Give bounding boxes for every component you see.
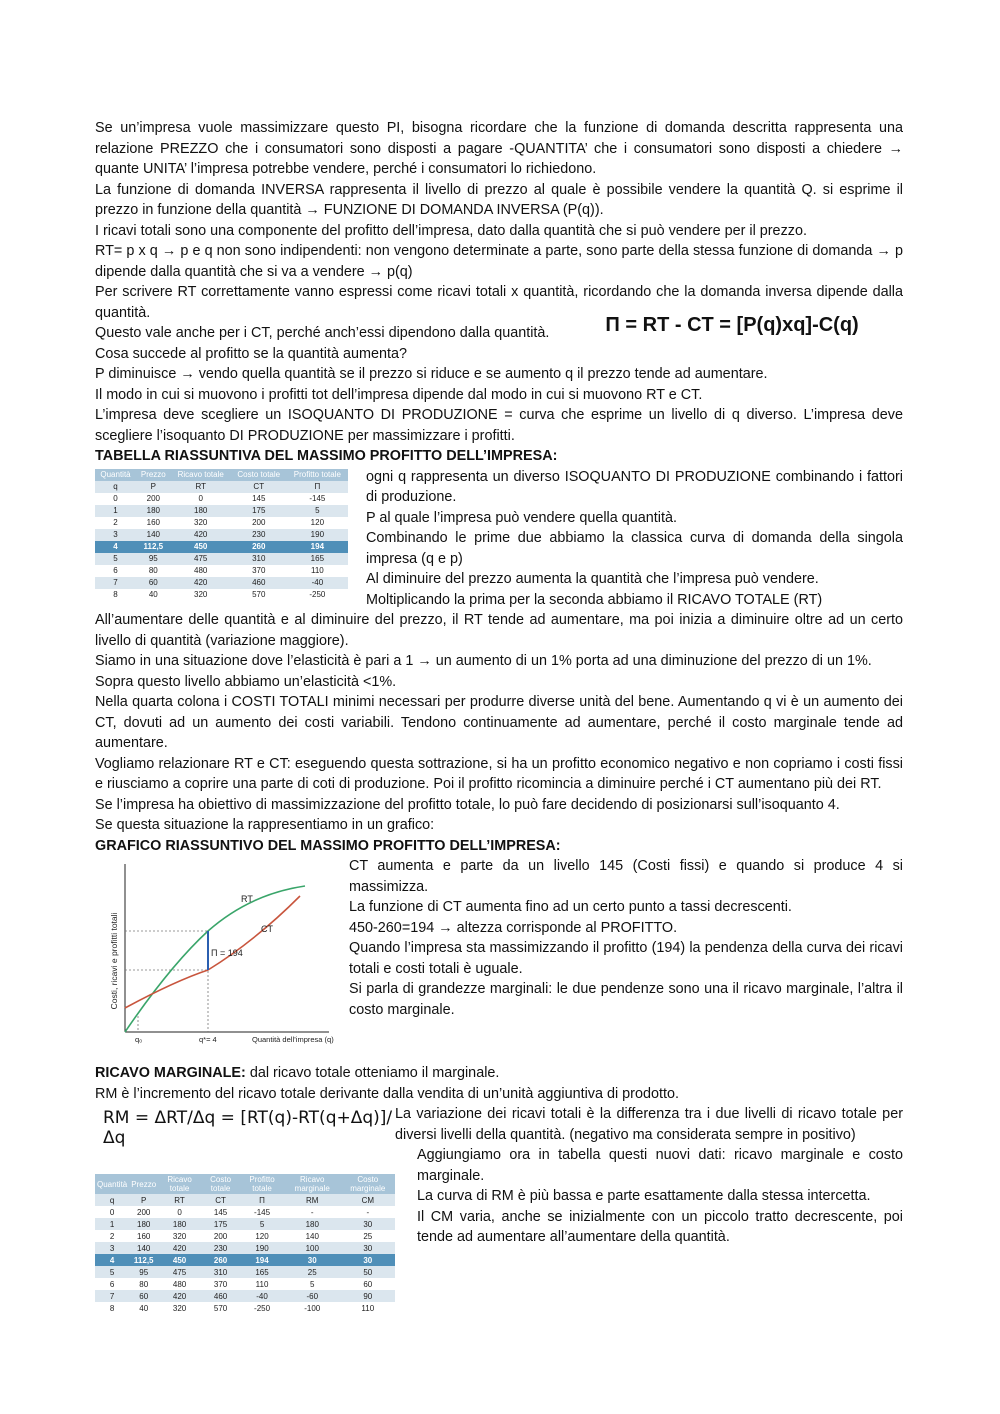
rm-side-indented	[395, 1145, 903, 1248]
table-cell: 145	[213, 1207, 228, 1217]
table-symbol-cell: Π	[287, 481, 348, 493]
table-cell: 1	[95, 1218, 129, 1230]
paragraph: Moltiplicando la prima per la seconda abbiamo il RICAVO TOTALE (RT)	[366, 591, 823, 608]
paragraph: All’aumentare delle quantità e al diminuire del prezzo, il RT tende ad aumentare, ma poi inizia a diminuire oltre ad un certo livello di quantità (variazione maggiore).	[95, 612, 903, 649]
table-cell: 260	[201, 1254, 240, 1266]
paragraph: Nella quarta colona i COSTI TOTALI minimi necessari per produrre diverse unità del bene. Aumentando q vi è un aumento dei CT, dovuti ad un aumento dei costi variabili. Tendono continuamente ad aumentare, perché il costo marginale tende ad aumentare.	[95, 694, 903, 751]
table-cell: 80	[148, 566, 158, 575]
table-row	[95, 1206, 395, 1218]
table-cell: 5	[310, 1279, 315, 1289]
table-cell: 230	[201, 1242, 240, 1254]
table-cell: 6	[109, 1279, 115, 1289]
table-cell: 450	[158, 1254, 201, 1266]
document-page	[95, 118, 903, 1314]
table-cell: 25	[284, 1266, 341, 1278]
table-symbol-cell: q	[95, 1194, 129, 1206]
table-cell: 420	[171, 577, 231, 589]
table-cell: 475	[171, 553, 231, 565]
table-cell: 4	[95, 541, 136, 553]
rt-label: RT	[241, 894, 253, 904]
table-cell: 180	[284, 1218, 341, 1230]
table-row	[95, 553, 348, 565]
table-cell: 190	[287, 529, 348, 541]
table-cell: 460	[231, 577, 287, 589]
table-cell: -	[366, 1207, 370, 1217]
marginal-table	[95, 1174, 395, 1314]
paragraph: Il modo in cui si muovono i profitti tot dell’impresa dipende dal modo in cui si muovono RT e CT.	[95, 386, 703, 403]
paragraph: ogni q rappresenta un diverso ISOQUANTO DI PRODUZIONE combinando i fattori di produzione.	[366, 468, 903, 505]
table-cell: 40	[148, 590, 158, 599]
table-cell: 310	[231, 553, 287, 565]
paragraph: Se l’impresa ha obiettivo di massimizzazione del profitto totale, lo può fare decidendo di posizionarsi sull’isoquanto 4.	[95, 796, 840, 813]
table-cell: 5	[95, 553, 136, 565]
table-symbol-cell: CM	[341, 1194, 395, 1206]
table-cell: 90	[341, 1290, 395, 1302]
table-header-cell: Costo totale	[231, 469, 287, 481]
table-header-cell: Costo marginale	[341, 1174, 395, 1194]
table-symbol-cell: Π	[240, 1194, 284, 1206]
table-cell: 475	[158, 1266, 201, 1278]
table-cell: 110	[361, 1303, 375, 1313]
paragraph: Vogliamo relazionare RT e CT: eseguendo questa sottrazione, si ha un profitto economico negativo e non copriamo i costi fissi e riusciamo a coprire una parte di coti di produzione. Poi il profitto ricomincia a diminuire perché i CT aumentano più dei RT.	[95, 755, 903, 792]
table-cell: 6	[113, 566, 118, 575]
table-header-cell: Ricavo totale	[171, 469, 231, 481]
table-cell: 1	[95, 505, 136, 517]
table-cell: 194	[287, 541, 348, 553]
table-cell: 180	[158, 1218, 201, 1230]
profit-formula: Π = RT - CT = [P(q)xq]-C(q)	[605, 314, 859, 336]
rm-side-text	[395, 1104, 903, 1314]
table-cell: -250	[309, 590, 326, 599]
table-row	[95, 1266, 395, 1278]
table-row	[95, 1302, 395, 1314]
table-cell: 460	[201, 1290, 240, 1302]
table-cell: 112,5	[129, 1254, 158, 1266]
table-cell: 140	[129, 1242, 158, 1254]
table-header-cell: Ricavo totale	[158, 1174, 201, 1194]
table-cell: 370	[252, 566, 266, 575]
rm-section	[95, 1063, 903, 1104]
table-cell: 7	[95, 1290, 129, 1302]
table-cell: 140	[305, 1231, 319, 1241]
section-heading: GRAFICO RIASSUNTIVO DEL MASSIMO PROFITTO DELL’IMPRESA:	[95, 837, 561, 854]
table-cell: 190	[240, 1242, 284, 1254]
table-row	[95, 1290, 395, 1302]
table-row	[95, 1254, 395, 1266]
table-header-cell: Quantità	[95, 1174, 129, 1194]
table-cell: 175	[201, 1218, 240, 1230]
table-header-cell: Prezzo	[129, 1174, 158, 1194]
table-cell: 260	[231, 541, 287, 553]
table-cell: 0	[177, 1207, 182, 1217]
table-cell: -40	[287, 577, 348, 589]
table-cell: 450	[171, 541, 231, 553]
table-cell: -250	[254, 1303, 271, 1313]
table-cell: 5	[287, 505, 348, 517]
table-cell: 145	[252, 494, 266, 503]
table-cell: 8	[109, 1303, 115, 1313]
table-cell: 160	[146, 518, 160, 527]
table-cell: 165	[240, 1266, 284, 1278]
table-cell: 180	[136, 505, 171, 517]
table-cell: 95	[136, 553, 171, 565]
tick-q0: q₀	[135, 1035, 143, 1044]
table-cell: -100	[304, 1303, 321, 1313]
paragraph: La funzione di CT aumenta fino ad un certo punto a tassi decrescenti.	[349, 899, 792, 915]
paragraph: Il CM varia, anche se inizialmente con un piccolo tratto decrescente, poi tende ad aumentare all’aumentare della quantità.	[417, 1208, 903, 1245]
paragraph: Si parla di grandezze marginali: le due pendenze sono una il ricavo marginale, l’altra il costo marginale.	[349, 981, 903, 1018]
table-cell: -145	[309, 494, 326, 503]
table-row	[95, 589, 348, 601]
paragraph-with-formula	[95, 314, 903, 344]
table-cell: 30	[341, 1242, 395, 1254]
paragraph: L’impresa deve scegliere un ISOQUANTO DI PRODUZIONE = curva che esprime un livello di q diverso. L’impresa deve scegliere l’isoquanto DI PRODUZIONE per massimizzare i profitti.	[95, 407, 903, 444]
paragraph: RT= p x q → p e q non sono indipendenti: non vengono determinate a parte, sono parte della stessa funzione di domanda → p dipende dalla quantità che si va a vendere → p(q)	[95, 243, 903, 280]
table-cell: 5	[240, 1218, 284, 1230]
table-cell: 110	[310, 566, 324, 575]
table-cell: 310	[201, 1266, 240, 1278]
table-cell: 420	[158, 1290, 201, 1302]
table-row	[95, 1218, 395, 1230]
rm-table-section	[95, 1104, 903, 1314]
table-cell: 194	[240, 1254, 284, 1266]
paragraph: Questo vale anche per i CT, perché anch’essi dipendono dalla quantità.	[95, 325, 550, 341]
table-cell: 570	[252, 590, 266, 599]
table-cell: 2	[113, 518, 118, 527]
table-cell: 200	[137, 1207, 151, 1217]
table-cell: 320	[194, 518, 208, 527]
table-cell: 60	[129, 1290, 158, 1302]
table-cell: 0	[109, 1207, 115, 1217]
table-cell: 80	[139, 1279, 149, 1289]
ct-label: CT	[261, 924, 273, 934]
graph-x-label: Quantità dell’impresa (q)	[252, 1035, 334, 1044]
profit-graph	[95, 856, 335, 1051]
table-cell: 7	[95, 577, 136, 589]
paragraph: Sopra questo livello abbiamo un’elasticità <1%.	[95, 673, 397, 690]
paragraph: P al quale l’impresa può vendere quella quantità.	[366, 509, 677, 526]
table-cell: 480	[194, 566, 208, 575]
table-symbol-cell: P	[136, 481, 171, 493]
table-header-cell: Profitto totale	[240, 1174, 284, 1194]
table-cell: 120	[310, 518, 325, 527]
table-cell: 180	[129, 1218, 158, 1230]
rm-formula: RM = ΔRT/Δq = [RT(q)-RT(q+Δq)]/Δq	[103, 1108, 393, 1148]
table-cell: 2	[109, 1231, 115, 1241]
table-cell: 50	[341, 1266, 395, 1278]
table-cell: 4	[95, 1254, 129, 1266]
table-cell: 320	[172, 1303, 187, 1313]
table-cell: 95	[129, 1266, 158, 1278]
table-section	[95, 467, 903, 611]
rm-heading-bold: RICAVO MARGINALE:	[95, 1065, 246, 1081]
table-symbol-cell: P	[129, 1194, 158, 1206]
table-row	[95, 1278, 395, 1290]
rm-image	[95, 1104, 395, 1314]
table-cell: 200	[213, 1231, 228, 1241]
table-row	[95, 493, 348, 505]
table-cell: 370	[213, 1279, 228, 1289]
table-row	[95, 505, 348, 517]
paragraph: Combinando le prime due abbiamo la classica curva di domanda della singola impresa (q e p)	[366, 530, 903, 567]
table-row	[95, 529, 348, 541]
paragraph: Siamo in una situazione dove l’elasticità è pari a 1 → un aumento di un 1% porta ad una diminuzione del prezzo di un 1%.	[95, 653, 872, 669]
table-cell: 180	[171, 505, 231, 517]
table-cell: 320	[172, 1231, 187, 1241]
table-cell: 200	[252, 518, 266, 527]
paragraph: Per scrivere RT correttamente vanno espressi come ricavi totali x quantità, ricordando che la domanda inversa dipende dalla quantità.	[95, 284, 903, 321]
table-cell: 570	[213, 1303, 228, 1313]
table-cell: 30	[341, 1254, 395, 1266]
table-side-text	[366, 467, 903, 611]
table-cell: 480	[172, 1279, 187, 1289]
paragraph: Quando l’impresa sta massimizzando il profitto (194) la pendenza della curva dei ricavi totali e costi totali è uguale.	[349, 940, 903, 977]
paragraph: Se questa situazione la rappresentiamo in un grafico:	[95, 817, 435, 833]
table-symbol-cell: q	[95, 481, 136, 493]
table-row	[95, 541, 348, 553]
paragraph: I ricavi totali sono una componente del profitto dell’impresa, dato dalla quantità che si può vendere per il prezzo.	[95, 222, 807, 239]
table-cell: 140	[136, 529, 171, 541]
paragraph: RM è l’incremento del ricavo totale derivante dalla vendita di un’unità aggiuntiva di prodotto.	[95, 1085, 679, 1102]
table-header-cell: Prezzo	[136, 469, 171, 481]
table-cell: 160	[137, 1231, 151, 1241]
paragraph: Al diminuire del prezzo aumenta la quantità che l’impresa può vendere.	[366, 571, 819, 587]
rm-heading-rest: dal ricavo totale otteniamo il marginale.	[245, 1065, 500, 1081]
paragraph: CT aumenta e parte da un livello 145 (Costi fissi) e quando si produce 4 si massimizza.	[349, 858, 903, 895]
intro-section	[95, 118, 903, 467]
table-cell: 30	[284, 1254, 341, 1266]
table-header-cell: Quantità	[95, 469, 136, 481]
table-cell: 200	[146, 494, 160, 503]
paragraph: Cosa succede al profitto se la quantità aumenta?	[95, 345, 407, 362]
paragraph: Se un’impresa vuole massimizzare questo PI, bisogna ricordare che la funzione di domanda descritta rappresenta una relazione PREZZO che i consumatori sono disposti a pagare -QUANTITA’ che i consumatori sono disposti a chiedere → quante UNITA’ l’impresa potrebbe vendere, perché i consumatori lo richiedono.	[95, 120, 903, 177]
table-cell: 100	[284, 1242, 341, 1254]
profit-table-image	[95, 467, 350, 611]
rm-heading	[95, 1063, 903, 1084]
profit-table	[95, 469, 348, 601]
profit-label: Π = 194	[211, 948, 243, 958]
table-cell: 420	[158, 1242, 201, 1254]
table-symbol-cell: RM	[284, 1194, 341, 1206]
table-cell: 3	[95, 1242, 129, 1254]
section-heading: TABELLA RIASSUNTIVA DEL MASSIMO PROFITTO DELL’IMPRESA:	[95, 448, 558, 464]
table-cell: 3	[95, 529, 136, 541]
table-cell: 5	[95, 1266, 129, 1278]
table-cell: 230	[231, 529, 287, 541]
table-symbol-cell: RT	[171, 481, 231, 493]
graph-section	[95, 856, 903, 1051]
graph-side-text	[349, 856, 903, 1051]
table-cell: 60	[136, 577, 171, 589]
table-cell: 165	[287, 553, 348, 565]
table-cell: 120	[255, 1231, 269, 1241]
table-cell: 60	[363, 1279, 373, 1289]
table-row	[95, 1230, 395, 1242]
analysis-section	[95, 610, 903, 856]
paragraph: La variazione dei ricavi totali è la differenza tra i due livelli di ricavo totale per diversi livelli della quantità. (negativo ma considerata sempre in positivo)	[395, 1106, 903, 1143]
table-cell: 112,5	[136, 541, 171, 553]
table-symbol-cell: CT	[201, 1194, 240, 1206]
table-header-cell: Costo totale	[201, 1174, 240, 1194]
table-cell: 175	[231, 505, 287, 517]
table-cell: 110	[255, 1279, 269, 1289]
table-cell: 420	[171, 529, 231, 541]
table-row	[95, 565, 348, 577]
table-cell: 0	[113, 494, 118, 503]
table-header-cell: Profitto totale	[287, 469, 348, 481]
table-cell: 30	[341, 1218, 395, 1230]
table-symbol-cell: RT	[158, 1194, 201, 1206]
paragraph: La curva di RM è più bassa e parte esattamente dalla stessa intercetta.	[417, 1188, 871, 1204]
table-cell: 320	[194, 590, 208, 599]
table-cell: 0	[198, 494, 203, 503]
table-cell: -60	[284, 1290, 341, 1302]
table-row	[95, 517, 348, 529]
table-cell: -40	[240, 1290, 284, 1302]
paragraph: La funzione di domanda INVERSA rappresenta il livello di prezzo al quale è possibile vendere la quantità Q. si esprime il prezzo in funzione della quantità → FUNZIONE DI DOMANDA INVERSA (P(q)).	[95, 181, 903, 218]
rt-curve	[125, 886, 305, 1032]
paragraph: Aggiungiamo ora in tabella questi nuovi dati: ricavo marginale e costo marginale.	[417, 1147, 903, 1184]
paragraph: P diminuisce → vendo quella quantità se il prezzo si riduce e se aumento q il prezzo tende ad aumentare.	[95, 366, 768, 382]
graph-y-label: Costi, ricavi e profitti totali	[109, 912, 119, 1010]
table-row	[95, 577, 348, 589]
table-cell: 40	[139, 1303, 149, 1313]
table-cell: -	[310, 1207, 314, 1217]
table-cell: 25	[363, 1231, 373, 1241]
table-cell: -145	[254, 1207, 271, 1217]
table-cell: 8	[113, 590, 118, 599]
profit-graph-svg	[95, 856, 335, 1046]
table-row	[95, 1242, 395, 1254]
table-header-cell: Ricavo marginale	[284, 1174, 341, 1194]
table-symbol-cell: CT	[231, 481, 287, 493]
tick-qstar: q*= 4	[199, 1035, 217, 1044]
paragraph: 450-260=194 → altezza corrisponde al PROFITTO.	[349, 919, 678, 936]
